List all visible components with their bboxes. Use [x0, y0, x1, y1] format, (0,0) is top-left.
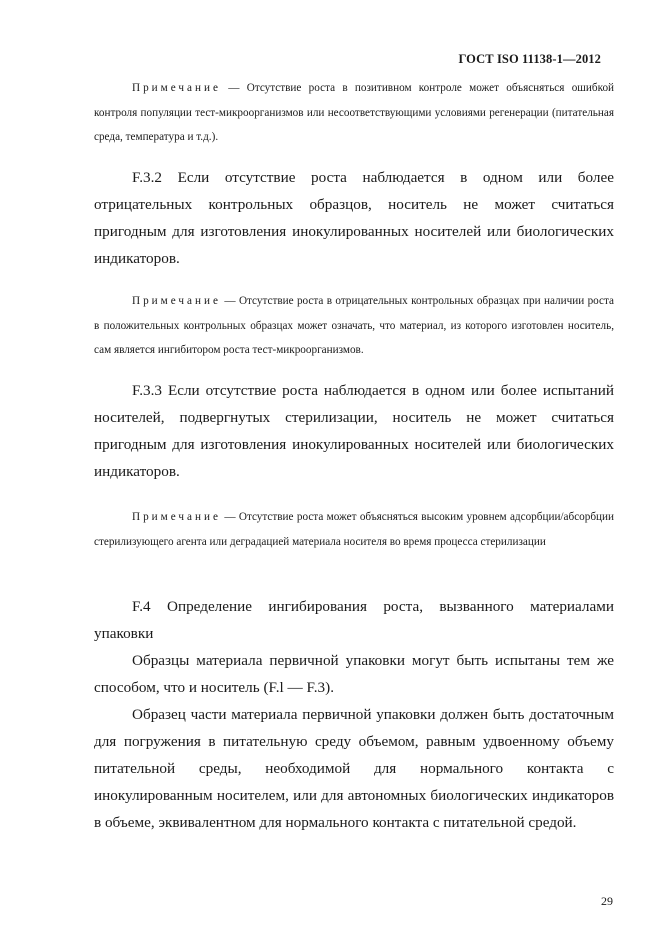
section-f4-heading: F.4 Определение ингибирования роста, вызванного материалами упаковки	[94, 598, 614, 642]
note-text: Отсутствие роста в отрицательных контрольных образцах при наличии роста в положительных контрольных образцах может означать, что материал, из которого изготовлен носитель, сам является ингибитором роста тест-микроорганизмов.	[94, 295, 615, 356]
note-label: Примечание	[132, 511, 221, 523]
note-dash: —	[224, 511, 236, 523]
note-negative-control	[94, 289, 614, 363]
note-sterilization	[94, 505, 614, 554]
section-f4-paragraph-2: Образец части материала первичной упаковки должен быть достаточным для погружения в питательную среду объемом, равным удвоенному объему питательной среды, необходимой для нормального контакта с инокулированным носителем, или для автономных биологических индикаторов в объеме, эквивалентном для нормального контакта с питательной средой.	[94, 706, 614, 831]
section-f4-paragraph-1: Образцы материала первичной упаковки могут быть испытаны тем же способом, что и носитель (F.l — F.3).	[94, 652, 614, 696]
document-header: ГОСТ ISO 11138-1—2012	[458, 52, 601, 66]
note-positive-control	[94, 76, 614, 150]
note-text: Отсутствие роста в позитивном контроле может объясняться ошибкой контроля популяции тест-микроорганизмов или несоответствующими условиями регенерации (питательная среда, температура и т.д.).	[94, 82, 615, 143]
note-text: Отсутствие роста может объясняться высоким уровнем адсорбции/абсорбции стерилизующего агента или деградацией материала носителя во время процесса стерилизации	[94, 511, 615, 548]
section-f33: F.3.3 Если отсутствие роста наблюдается в одном или более испытаний носителей, подвергнутых стерилизации, носитель не может считаться пригодным для изготовления инокулированных носителей или биологических индикаторов.	[94, 382, 614, 480]
note-dash: —	[228, 82, 240, 94]
note-label: Примечание	[132, 295, 221, 307]
note-dash: —	[224, 295, 236, 307]
section-f32: F.3.2 Если отсутствие роста наблюдается в одном или более отрицательных контрольных образцов, носитель не может считаться пригодным для изготовления инокулированных носителей или биологических индикаторов.	[94, 169, 614, 267]
page-number: 29	[601, 894, 613, 908]
note-label: Примечание	[132, 82, 221, 94]
